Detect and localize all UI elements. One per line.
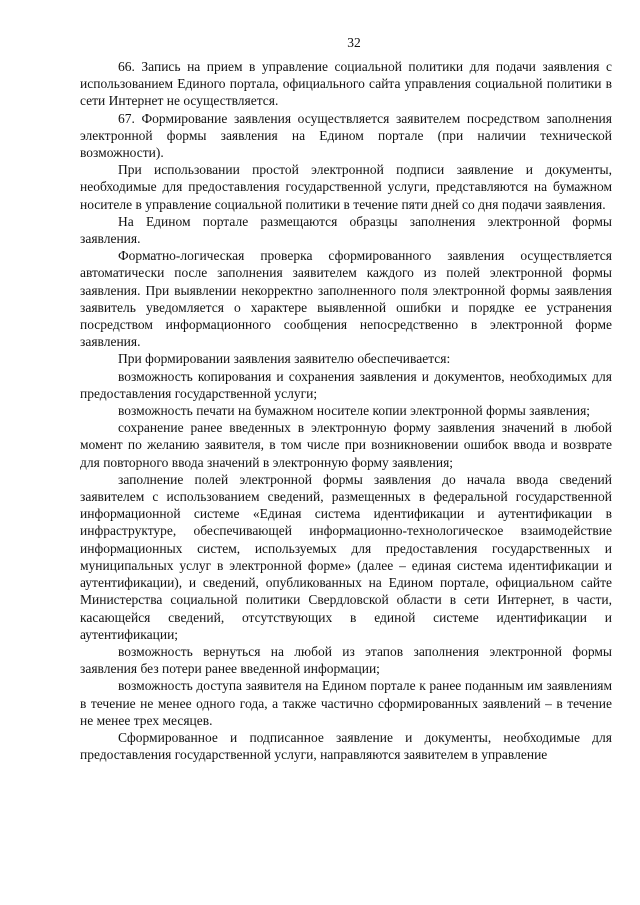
document-body xyxy=(80,58,612,763)
list-item-prefill: заполнение полей электронной формы заявления до начала ввода сведений заявителем с использованием сведений, размещенных в федеральной государственной информационной системе «Единая система идентификации и аутентификации в инфраструктуре, обеспечивающей информационно-технологическое взаимодействие информационных систем, используемых для предоставления государственных и муниципальных услуг в электронной форме» (далее – единая система идентификации и аутентификации), и сведений, опубликованных на Едином портале, официальном сайте Министерства социальной политики Свердловской области в сети Интернет, в части, касающейся сведений, отсутствующих в единой системе идентификации и аутентификации; xyxy=(80,471,612,642)
paragraph-66: 66. Запись на прием в управление социальной политики для подачи заявления с использованием Единого портала, официального сайта управления социальной политики в сети Интернет не осуществляется. xyxy=(80,59,612,109)
paragraph-67: 67. Формирование заявления осуществляется заявителем посредством заполнения электронной формы заявления на Едином портале (при наличии технической возможности). xyxy=(80,110,612,161)
paragraph-electronic-signature: При использовании простой электронной подписи заявление и документы, необходимые для предоставления государственной услуги, представляются на бумажном носителе в управление социальной политики в течение пяти дней со дня подачи заявления. xyxy=(80,162,612,212)
list-item-access-history: возможность доступа заявителя на Едином портале к ранее поданным им заявлениям в течение не менее одного года, а также частично сформированных заявлений – в течение не менее трех месяцев. xyxy=(80,678,612,728)
list-item-print: возможность печати на бумажном носителе копии электронной формы заявления; xyxy=(118,403,591,419)
list-item-copy-save: возможность копирования и сохранения заявления и документов, необходимых для предоставления государственной услуги; xyxy=(80,368,612,401)
paragraph-format-check: Форматно-логическая проверка сформированного заявления осуществляется автоматически после заполнения заявителем каждого из полей электронной формы заявления. При выявлении некорректно заполненного поля электронной формы заявления заявитель уведомляется о характере выявленной ошибки и порядке ее устранения посредством информационного сообщения непосредственно в электронной форме заявления. xyxy=(80,248,612,350)
list-item-return-step: возможность вернуться на любой из этапов заполнения электронной формы заявления без потери ранее введенной информации; xyxy=(80,643,612,677)
paragraph-submission: Сформированное и подписанное заявление и документы, необходимые для предоставления государственной услуги, направляются заявителем в управление xyxy=(80,729,612,763)
page-number: 32 xyxy=(347,35,361,50)
paragraph-form-samples: На Едином портале размещаются образцы заполнения электронной формы заявления. xyxy=(80,213,612,247)
paragraph-provisions-intro: При формировании заявления заявителю обеспечивается: xyxy=(118,351,451,367)
list-item-save-values: сохранение ранее введенных в электронную форму заявления значений в любой момент по желанию заявителя, в том числе при возникновении ошибок ввода и возврате для повторного ввода значений в электронную форму заявления; xyxy=(80,420,612,470)
